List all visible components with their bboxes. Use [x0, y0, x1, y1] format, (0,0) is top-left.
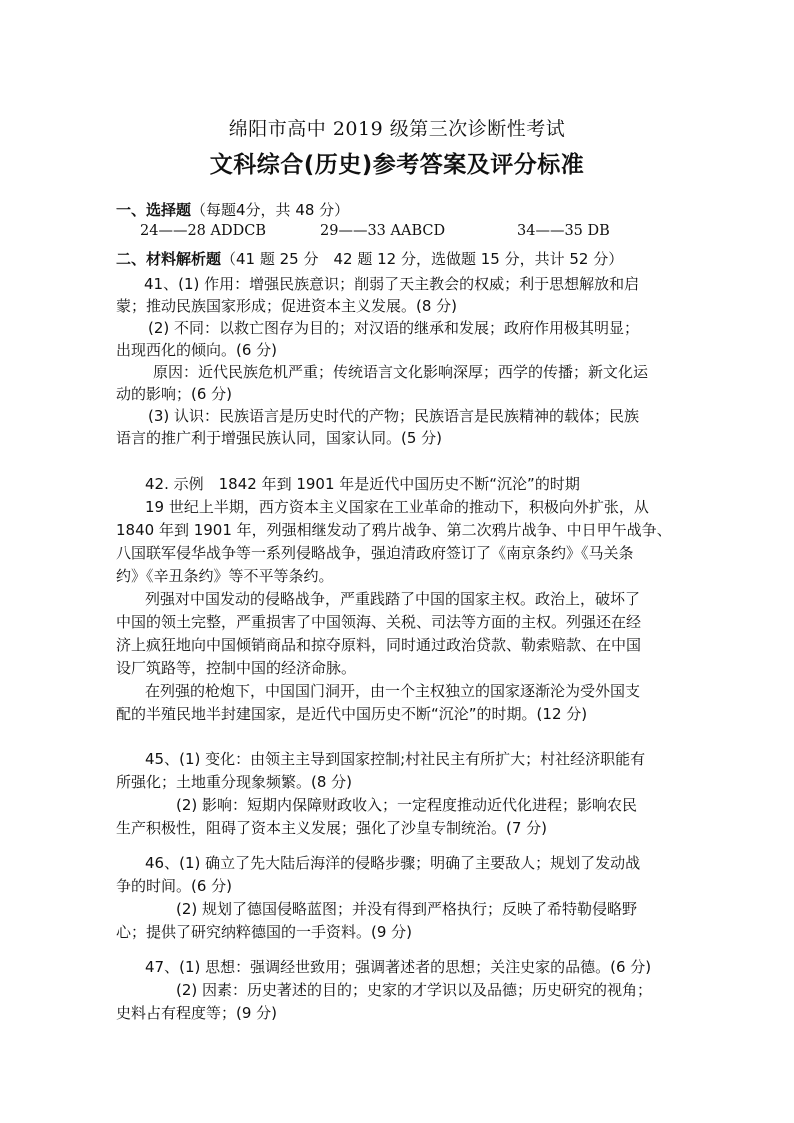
q45-line: 45、(1) 变化：由领主主导到国家控制;村社民主有所扩大；村社经济职能有	[145, 750, 646, 768]
q41-line: 出现西化的倾向。(6 分)	[116, 341, 278, 359]
q41-line: 蒙；推动民族国家形成；促进资本主义发展。(8 分)	[116, 297, 458, 315]
q42-line: 42. 示例 1842 年到 1901 年是近代中国历史不断“沉沦”的时期	[145, 475, 580, 493]
q42-line: 中国的领土完整，严重损害了中国领海、关税、司法等方面的主权。列强还在经	[116, 613, 642, 631]
q42-line: 1840 年到 1901 年，列强相继发动了鸦片战争、第二次鸦片战争、中日甲午战争、	[116, 521, 672, 539]
mc-answers-24-28: 24——28 ADDCB	[140, 223, 266, 239]
section2-header	[116, 249, 623, 269]
q47-line: 史料占有程度等；(9 分)	[116, 1004, 278, 1022]
mc-answers-34-35: 34——35 DB	[517, 223, 610, 239]
q46-line: 46、(1) 确立了先大陆后海洋的侵略步骤；明确了主要敌人；规划了发动战	[145, 854, 641, 872]
q42-line: 八国联军侵华战争等一系列侵略战争，强迫清政府签订了《南京条约》《马关条	[116, 544, 634, 562]
q46-line: 争的时间。(6 分)	[116, 877, 233, 895]
q41-line: 原因：近代民族危机严重；传统语言文化影响深厚；西学的传播；新文化运	[153, 363, 649, 381]
q41-line: 动的影响；(6 分)	[116, 385, 233, 403]
q41-line: 语言的推广利于增强民族认同，国家认同。(5 分)	[116, 429, 443, 447]
section1-note: （每题4分，共 48 分）	[191, 201, 350, 219]
q41-line: (2) 不同：以救亡图存为目的；对汉语的继承和发展；政府作用极其明显；	[148, 319, 640, 337]
q41-line: 41、(1) 作用：增强民族意识；削弱了天主教会的权威；利于思想解放和启	[144, 275, 640, 293]
q42-line: 列强对中国发动的侵略战争，严重践踏了中国的国家主权。政治上，破坏了	[145, 590, 641, 608]
mc-answers-29-33: 29——33 AABCD	[320, 223, 446, 239]
q45-line: 生产积极性，阻碍了资本主义发展；强化了沙皇专制统治。(7 分)	[116, 819, 548, 837]
q42-line: 设厂筑路等，控制中国的经济命脉。	[116, 659, 357, 677]
q45-line: (2) 影响：短期内保障财政收入；一定程度推动近代化进程；影响农民	[176, 796, 638, 814]
q46-line: (2) 规划了德国侵略蓝图；并没有得到严格执行；反映了希特勒侵略野	[176, 900, 638, 918]
q42-line: 在列强的枪炮下，中国国门洞开，由一个主权独立的国家逐渐沦为受外国支	[145, 682, 641, 700]
q42-line: 19 世纪上半期，西方资本主义国家在工业革命的推动下，积极向外扩张，从	[145, 498, 649, 516]
q41-line: (3) 认识：民族语言是历史时代的产物；民族语言是民族精神的载体；民族	[148, 407, 640, 425]
exam-title: 绵阳市高中 2019 级第三次诊断性考试	[228, 118, 566, 140]
section2-note: （41 题 25 分 42 题 12 分，选做题 15 分，共计 52 分）	[221, 250, 624, 268]
q47-line: (2) 因素：历史著述的目的；史家的才学识以及品德；历史研究的视角；	[176, 981, 653, 999]
q42-line: 济上疯狂地向中国倾销商品和掠夺原料，同时通过政治贷款、勒索赔款、在中国	[116, 636, 642, 654]
q45-line: 所强化；土地重分现象频繁。(8 分)	[116, 773, 353, 791]
answer-key-subtitle: 文科综合(历史)参考答案及评分标准	[209, 152, 585, 178]
q46-line: 心；提供了研究纳粹德国的一手资料。(9 分)	[116, 923, 413, 941]
q42-line: 约》《辛丑条约》等不平等条约。	[116, 567, 334, 585]
section1-heading: 一、选择题	[116, 201, 192, 219]
q42-line: 配的半殖民地半封建国家，是近代中国历史不断“沉沦”的时期。(12 分)	[116, 705, 588, 723]
section2-heading: 二、材料解析题	[116, 250, 222, 268]
section1-header	[116, 200, 349, 220]
q47-line: 47、(1) 思想：强调经世致用；强调著述者的思想；关注史家的品德。(6 分)	[145, 958, 652, 976]
